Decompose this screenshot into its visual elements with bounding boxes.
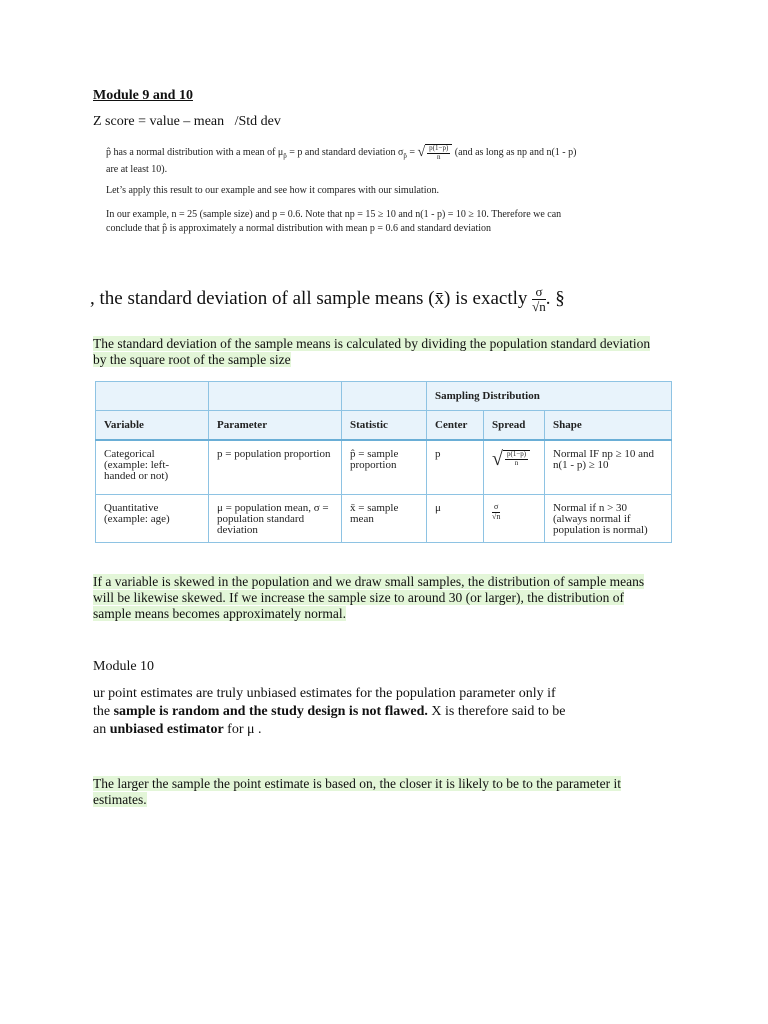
intro-text-d: are at least 10). <box>106 163 168 175</box>
table-cell-center: μ <box>427 495 484 543</box>
m10-text-b: the <box>93 704 114 719</box>
table-cell-spread <box>484 495 545 543</box>
table-cell-parameter: μ = population mean, σ = population standard deviation <box>209 495 342 543</box>
frac-numerator: σ <box>532 285 546 300</box>
intro-p3-line1: In our example, n = 25 (sample size) and p = 0.6. Note that np = 15 ≥ 10 and n(1 - p) = 10 ≥ 10. Therefore we can <box>106 209 562 220</box>
intro-paragraph-3 <box>106 208 666 236</box>
sqrt-formula <box>492 449 530 469</box>
sqrt-numerator: p(1−p) <box>429 144 449 152</box>
math-line-text: , the standard deviation of all sample means (x̄) is exactly <box>90 288 528 310</box>
table-header: Statistic <box>342 411 427 441</box>
module-10-heading: Module 10 <box>93 659 155 674</box>
m10-text-a: ur point estimates are truly unbiased estimates for the population parameter only if <box>93 686 556 701</box>
table-cell-variable: Categorical (example: left-handed or not) <box>96 440 209 495</box>
unbiased-estimator-paragraph <box>93 685 673 739</box>
table-cell-variable: Quantitative (example: age) <box>96 495 209 543</box>
table-row <box>96 440 672 495</box>
intro-paragraph-2: Let’s apply this result to our example and see how it compares with our simulation. <box>106 185 439 196</box>
table-cell-shape: Normal if n > 30 (always normal if population is normal) <box>545 495 672 543</box>
skew-paragraph <box>93 574 653 622</box>
intro-text-a: p̂ has a normal distribution with a mean of μ <box>106 146 284 158</box>
frac-denominator: √n <box>532 299 546 315</box>
intro-text-c: (and as long as np and n(1 - p) <box>452 146 577 158</box>
sigma-over-root-n <box>532 285 546 315</box>
zscore-formula: Z score = value – mean /Std dev <box>93 114 281 129</box>
m10-bold-2: unbiased estimator <box>109 722 224 737</box>
spread-numerator: p(1−p) <box>506 450 527 459</box>
table-header: Parameter <box>209 411 342 441</box>
table-header-row <box>96 411 672 441</box>
intro-paragraph-1: p̂ has a normal distribution with a mean of $\mu_{p̂} = p$ and standard deviation $\sigma_{p̂}$ = √ $\frac{p(1-p)}{n}$ (and as long as np and n(1 - p) are at least 10). <box>106 144 577 175</box>
table-empty-cell <box>96 382 209 411</box>
intro-p3-line2: conclude that p̂ is approximately a normal distribution with mean p = 0.6 and standard deviation <box>106 223 491 234</box>
page-title: Module 9 and 10 <box>93 88 193 103</box>
m10-text-c: X is therefore said to be <box>427 704 566 719</box>
highlight-text-2: The larger the sample the point estimate is based on, the closer it is likely to be to the parameter it estimates. <box>93 776 621 807</box>
sampling-distribution-table <box>95 381 672 543</box>
table-cell-center: p <box>427 440 484 495</box>
m10-bold-1: sample is random and the study design is not flawed. <box>113 704 428 719</box>
m10-text-e: for μ . <box>223 722 262 737</box>
math-line-tail: . § <box>545 288 565 310</box>
sigma-over-root-n <box>492 503 500 522</box>
table-cell-parameter: p = population proportion <box>209 440 342 495</box>
sqrt-icon: √ <box>417 144 426 160</box>
table-group-header-row <box>96 382 672 411</box>
sample-means-sd-line <box>90 285 565 315</box>
table-header: Spread <box>484 411 545 441</box>
table-header: Variable <box>96 411 209 441</box>
table-cell-statistic: x̄ = sample mean <box>342 495 427 543</box>
spread-denominator: √n <box>492 511 501 521</box>
intro-text-b: = p and standard deviation σ <box>286 146 404 158</box>
sqrt-denominator: n <box>436 152 441 161</box>
table-header: Shape <box>545 411 672 441</box>
table-empty-cell <box>209 382 342 411</box>
table-empty-cell <box>342 382 427 411</box>
table-header: Center <box>427 411 484 441</box>
highlight-paragraph-2 <box>93 776 653 808</box>
spread-numerator: σ <box>492 503 500 513</box>
table-cell-spread <box>484 440 545 495</box>
table-cell-statistic: p̂ = sample proportion <box>342 440 427 495</box>
highlight-text-1: The standard deviation of the sample means is calculated by dividing the population standard deviation by the square root of the sample size <box>93 336 651 367</box>
sqrt-formula <box>417 144 452 161</box>
spread-denominator: n <box>514 459 519 467</box>
table-row <box>96 495 672 543</box>
table-cell-shape: Normal IF np ≥ 10 and n(1 - p) ≥ 10 <box>545 440 672 495</box>
skew-text: If a variable is skewed in the population and we draw small samples, the distribution of sample means will be likewise skewed. If we increase the sample size to around 30 (or larger), the distribution of sample means becomes approximately normal. <box>93 574 645 621</box>
highlight-paragraph-1 <box>93 336 653 368</box>
sqrt-icon: √ <box>492 448 503 470</box>
table-group-header: Sampling Distribution <box>427 382 672 411</box>
m10-text-d: an <box>93 722 110 737</box>
